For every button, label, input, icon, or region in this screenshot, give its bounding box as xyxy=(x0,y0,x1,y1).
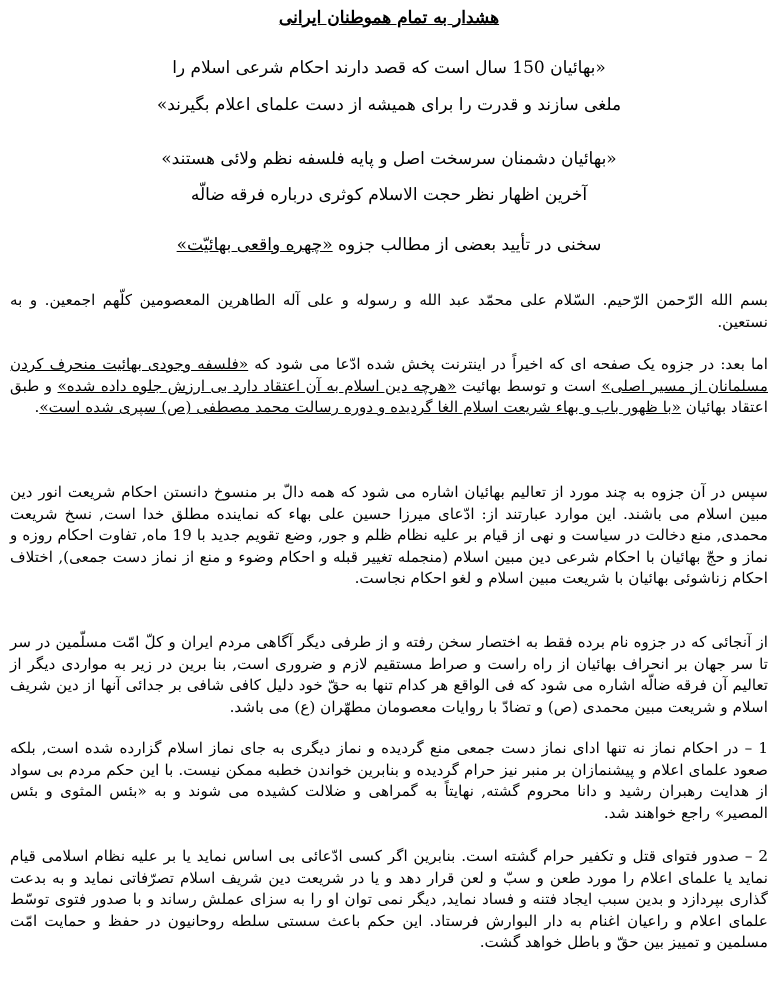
headline-4: آخرین اظهار نظر حجت الاسلام کوثری درباره فرقه ضالّه xyxy=(190,185,588,205)
paragraph-teachings-list: سپس در آن جزوه به چند مورد از تعالیم بهائیان اشاره می شود که همه دالّ بر منسوخ دانستن احکام شریعت انور دین مبین اسلام می باشند. این موارد عبارتند از: ادّعای میرزا حسین علی بهاء که نماینده مطلق خدا است, نسخ شریعت محمدی, منع دخالت در سیاست و نهی از قیام بر علیه نظام ظلم و جور, وضع تقویم جدید با 19 ماه, تفاوت احکام روزه و نماز و حجّ بهائیان با احکام شرعی دین مبین اسلام (منجمله تغییر قبله و احکام وضوء و منع از نماز دست جمعی), اختلاف احکام زناشوئی بهائیان با شریعت مبین اسلام و لغو احکام نجاست. xyxy=(10,483,768,588)
subtitle-booklet-name: «چهره واقعی بهائیّت» xyxy=(176,235,333,255)
paragraph-point-2: 2 – صدور فتوای قتل و تکفیر حرام گشته است. بنابرین اگر کسی ادّعائی بی اساس نماید یا بر علیه نظام اسلامی قیام نماید یا علمای اعلام را مورد طعن و سبّ و لعن قرار دهد و یا در شریعت دین شریف اسلام تصرّفاتی نماید و به بدعت گذاری بپردازد و بدین سبب ایجاد فتنه و فساد نماید, دیگر نمی توان او را به سزای عملش رساند و با صدور فتوی توسّط علمای اعلام و راعیان اغنام به دار البوارش فرستاد. این حکم باعث سستی سلطه روحانیون در حفظ و حمایت امّت مسلمین و تمییز بین حقّ و باطل خواهد گشت. xyxy=(10,847,768,952)
intro-text-3: و طبق اعتقاد بهائیان xyxy=(10,376,768,417)
subtitle-prefix: سخنی در تأیید بعضی از مطالب جزوه xyxy=(332,235,602,255)
intro-text-2: است و توسط بهائیت xyxy=(456,376,602,395)
intro-text-1: اما بعد: در جزوه یک صفحه ای که اخیراً در اینترنت پخش شده ادّعا می شود که xyxy=(248,355,768,373)
paragraph-introduction xyxy=(10,354,768,419)
intro-text-4: . xyxy=(34,398,40,417)
paragraph-point-1: 1 – در احکام نماز نه تنها ادای نماز دست جمعی منع گردیده و نماز دیگری به جای نماز اسلام گزارده شده است, بلکه صعود علمای اعلام و پیشنمازان بر منبر نیز حرام گردیده و بنابرین خواندن خطبه ممکن نیست. با این حکم مردم بی سواد از هدایت رهبران رشید و دانا محروم گشته, نهایتاً به گمراهی و ضلالت کشیده می شوند و به «بئس المثوی و بئس المصیر» راجع خواهند شد. xyxy=(10,739,768,822)
paragraph-context: از آنجائی که در جزوه نام برده فقط به اختصار سخن رفته و از طرفی دیگر آگاهی مردم ایران و کلّ امّت مسلّمین در سر تا سر جهان بر انحراف بهائیان از راه راست و صراط مستقیم لازم و ضروری است, بنا برین در زیر به مواردی دیگر از تعالیم آن فرقه ضالّه اشاره می شود که فی الواقع هر کدام تنها به حقّ خود دلیل کافی شافی بر جدائی آنها از دین شریف اسلام و شریعت مبین محمدی (ص) و تضادّ با روایات معصومان مطهّران (ع) می باشد. xyxy=(10,633,768,716)
headline-3: «بهائیان دشمنان سرسخت اصل و پایه فلسفه نظم ولائی هستند» xyxy=(161,149,617,169)
intro-quote-1: «فلسفه وجودی بهائیت منحرف کردن مسلمانان از مسیر اصلی» xyxy=(10,355,768,395)
headline-1: «بهائیان 150 سال است که قصد دارند احکام شرعی اسلام را xyxy=(172,58,606,78)
intro-quote-2: «هرچه دین اسلام به آن اعتقاد دارد بی ارزش جلوه داده شده» xyxy=(57,376,457,395)
intro-quote-3: «با ظهور باب و بهاء شریعت اسلام الغا گردیده و دوره رسالت محمد مصطفی (ص) سپری شده است» xyxy=(39,398,681,417)
headline-2: ملغی سازند و قدرت را برای همیشه از دست علمای اعلام بگیرند» xyxy=(156,95,622,115)
subtitle xyxy=(0,232,778,258)
document-title: هشدار به تمام هموطنان ایرانی xyxy=(278,8,500,28)
paragraph-salutation: بسم الله الرّحمن الرّحیم. السّلام علی محمّد عبد الله و رسوله و علی آله الطاهرین المعصومین کلّهم اجمعین. و به نستعین. xyxy=(10,291,768,331)
